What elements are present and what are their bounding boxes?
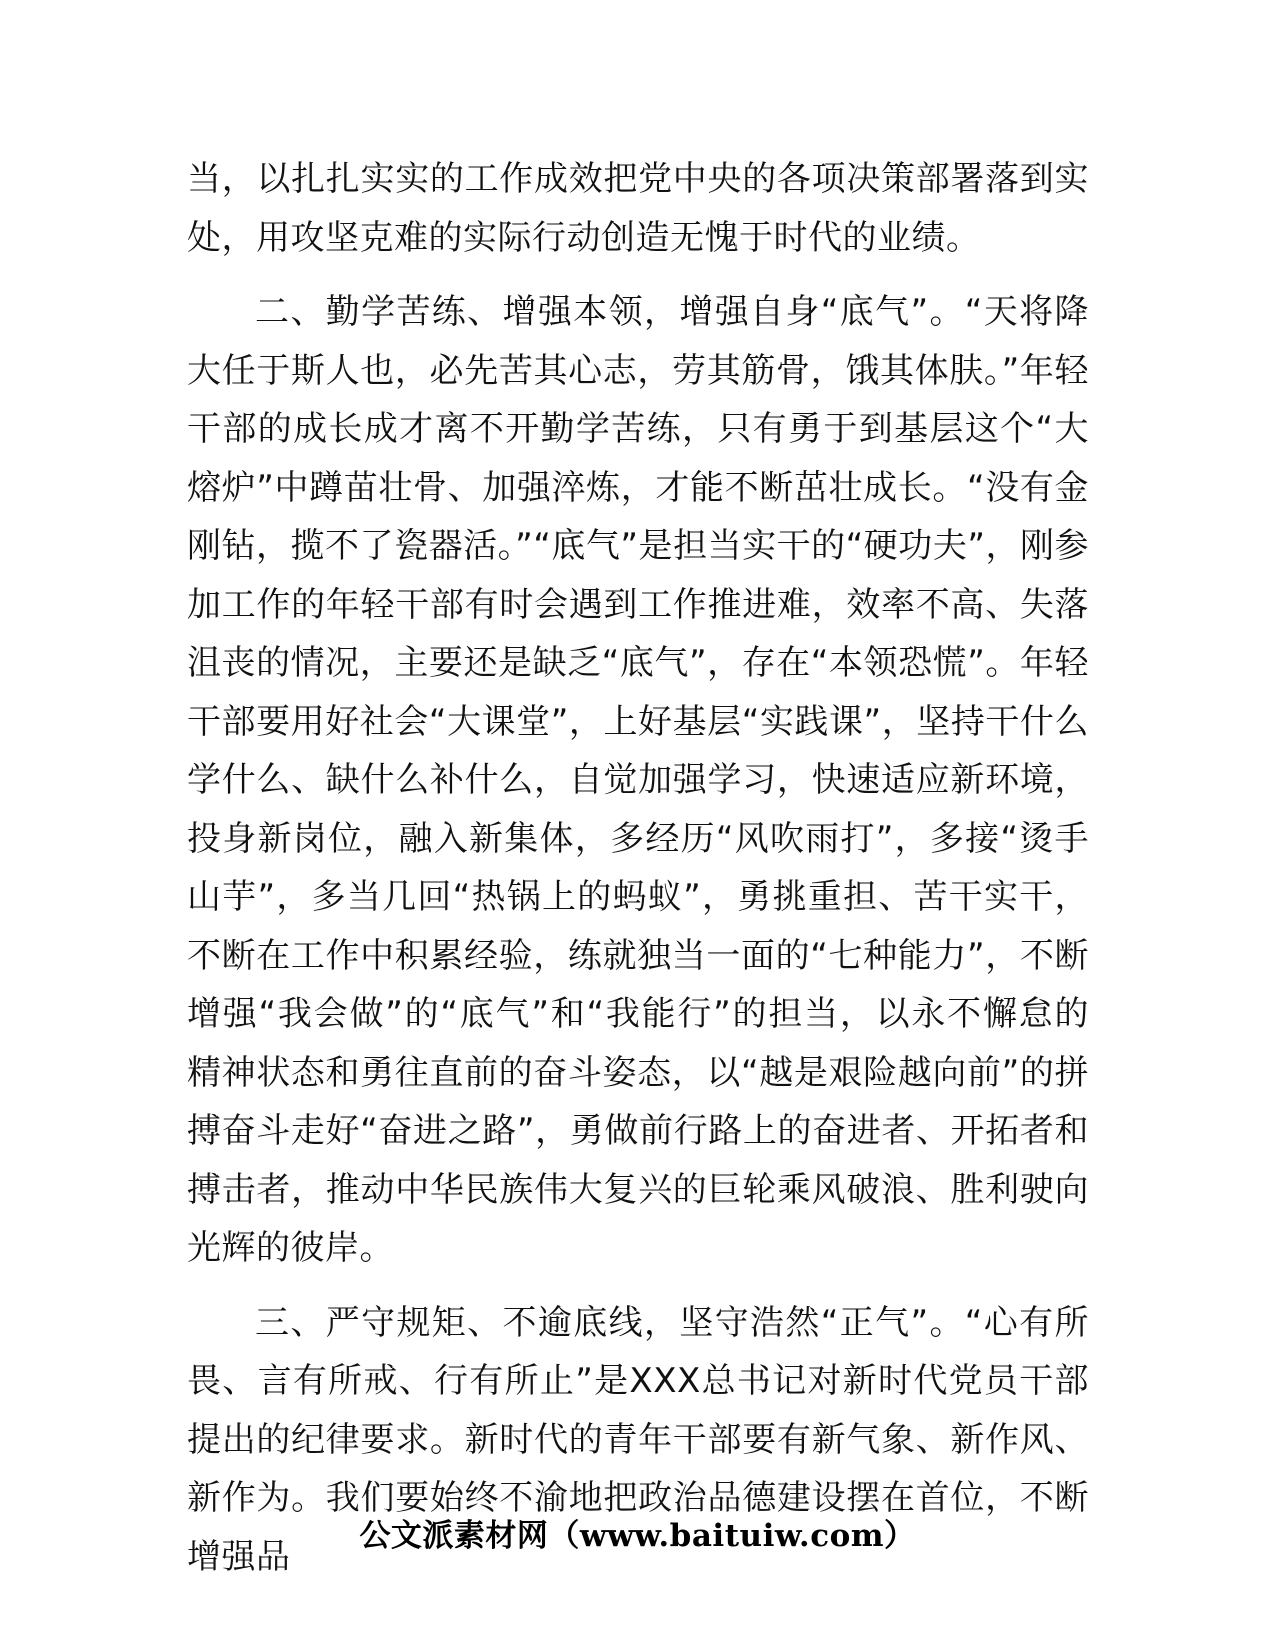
footer-watermark: 公文派素材网（www.baituiw.com） (359, 1518, 916, 1554)
paragraph-section-two: 二、勤学苦练、增强本领，增强自身“底气”。“天将降大任于斯人也，必先苦其心志，劳其筋骨，饿其体肤。”年轻干部的成长成才离不开勤学苦练，只有勇于到基层这个“大熔炉”中蹲苗壮骨、加强淬炼，才能不断茁壮成长。“没有金刚钻，揽不了瓷器活。”“底气”是担当实干的“硬功夫”，刚参加工作的年轻干部有时会遇到工作推进难，效率不高、失落沮丧的情况，主要还是缺乏“底气”，存在“本领恐慌”。年轻干部要用好社会“大课堂”，上好基层“实践课”，坚持干什么学什么、缺什么补什么，自觉加强学习，快速适应新环境，投身新岗位，融入新集体，多经历“风吹雨打”，多接“烫手山芋”，多当几回“热锅上的蚂蚁”，勇挑重担、苦干实干，不断在工作中积累经验，练就独当一面的“七种能力”，不断增强“我会做”的“底气”和“我能行”的担当，以永不懈怠的精神状态和勇往直前的奋斗姿态，以“越是艰险越向前”的拼搏奋斗走好“奋进之路”，勇做前行路上的奋进者、开拓者和搏击者，推动中华民族伟大复兴的巨轮乘风破浪、胜利驶向光辉的彼岸。 (187, 292, 1089, 1268)
paragraph-section-three: 三、严守规矩、不逾底线，坚守浩然“正气”。“心有所畏、言有所戒、行有所止”是XXX总书记对新时代党员干部提出的纪律要求。新时代的青年干部要有新气象、新作风、新作为。我们要始终不渝地把政治品德建设摆在首位，不断增强品 (187, 1302, 1089, 1577)
document-body (187, 150, 1089, 1602)
paragraph-continuation: 当，以扎扎实实的工作成效把党中央的各项决策部署落到实处，用攻坚克难的实际行动创造无愧于时代的业绩。 (187, 159, 1089, 258)
